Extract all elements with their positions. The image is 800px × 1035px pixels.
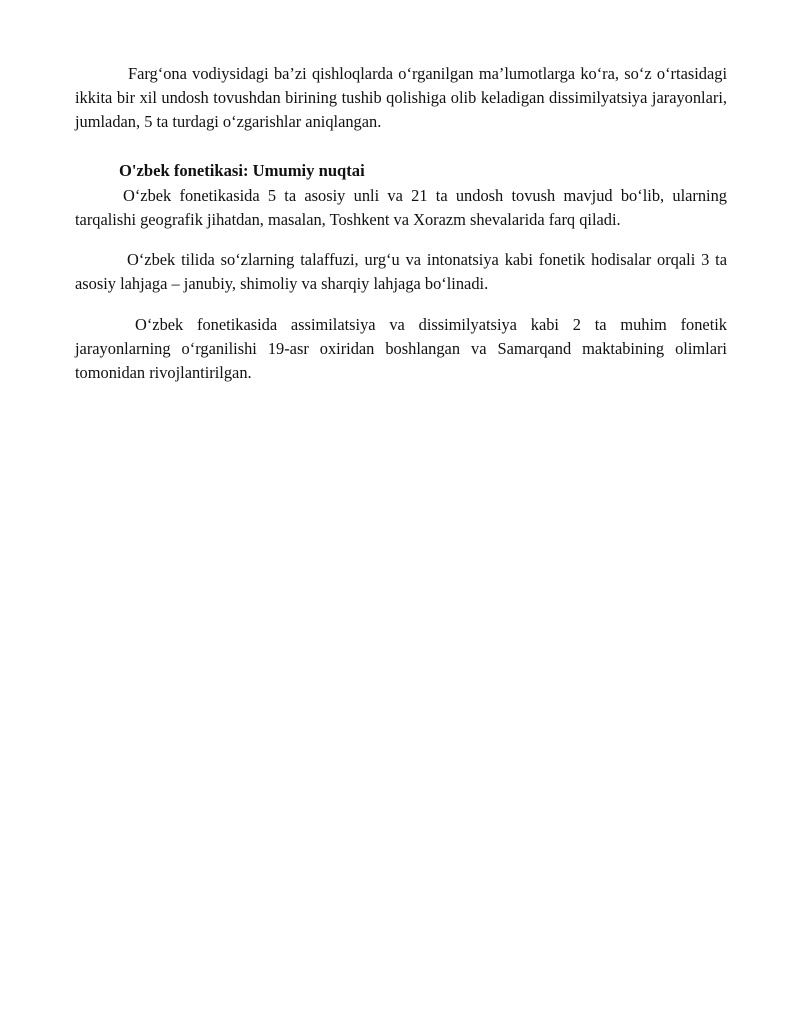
paragraph-4: O‘zbek fonetikasida assimilatsiya va dissimilyatsiya kabi 2 ta muhim fonetik jarayonlarning o‘rganilishi 19-asr oxiridan boshlangan va Samarqand maktabining olimlari tomonidan rivojlantirilgan.	[75, 315, 727, 382]
paragraph-2: O‘zbek fonetikasida 5 ta asosiy unli va 21 ta undosh tovush mavjud bo‘lib, ularning tarqalishi geografik jihatdan, masalan, Toshkent va Xorazm shevalarida farq qiladi.	[75, 186, 727, 229]
paragraph-3: O‘zbek tilida so‘zlarning talaffuzi, urg‘u va intonatsiya kabi fonetik hodisalar orqali 3 ta asosiy lahjaga – janubiy, shimoliy va sharqiy lahjaga bo‘linadi.	[75, 250, 727, 293]
paragraph-1: Farg‘ona vodiysidagi ba’zi qishloqlarda o‘rganilgan ma’lumotlarga ko‘ra, so‘z o‘rtasidagi ikkita bir xil undosh tovushdan birining tushib qolishiga olib keladigan dissimilyatsiya jarayonlari, jumladan, 5 ta turdagi o‘zgarishlar aniqlangan.	[75, 64, 727, 131]
document-body	[75, 62, 727, 385]
section-heading: O'zbek fonetikasi: Umumiy nuqtai	[119, 161, 365, 180]
